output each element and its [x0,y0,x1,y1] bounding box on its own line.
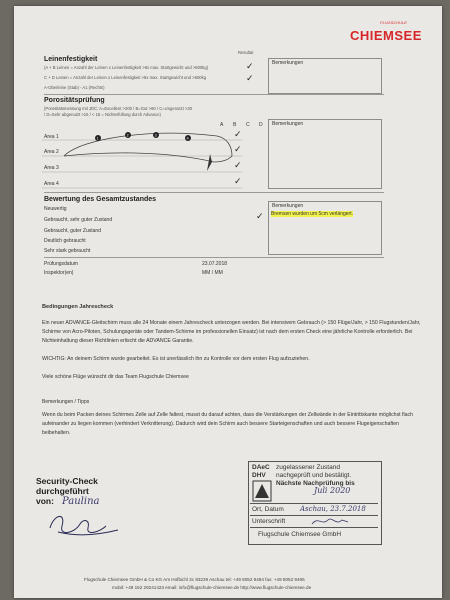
option: Deutlich gebraucht [44,238,86,244]
security-line2: durchgeführt [36,486,89,496]
check-mark: ✓ [234,144,242,154]
remarks-label: Bemerkungen [272,60,304,66]
stamp-line3: Nächste Nachprüfung bis [276,480,355,487]
overall-title: Bewertung des Gesamtzustandes [44,196,157,203]
overall-remarks-text: Bremsen wurden um 5cm verlängert. [271,211,353,217]
stamp-signature [310,514,350,528]
document-sheet [14,6,442,598]
col-c: C [246,122,250,128]
security-line3: von: [36,496,54,506]
option: Gebraucht, guter Zustand [44,228,101,234]
conditions-title: Bedingungen Jahrescheck [42,304,114,310]
porosity-remarks-label: Bemerkungen [272,121,304,127]
marker-label: 3 [154,133,157,138]
inspector-label: Inspektor(en) [44,270,74,276]
check-mark: ✓ [256,211,264,221]
logo: CHIEMSEE [350,28,422,43]
line-strength-line1: (A + B Leinen = Anzahl der Leinen x Leinenfestigkeit >8x max. Startgewicht und >600kg) [44,65,209,70]
option: Gebraucht, sehr guter Zustand [44,217,113,223]
col-a: A [220,122,224,128]
check-mark: ✓ [234,176,242,186]
divider [44,94,384,95]
overall-remarks-label: Bemerkungen [272,203,304,209]
divider [44,192,384,193]
stamp-sign-label: Unterschrift [252,518,286,525]
overall-remarks-box [268,201,382,255]
wing-diagram [42,126,242,192]
col-b: B [233,122,237,128]
conditions-wishes: Viele schöne Flüge wünscht dir das Team Flugschule Chiemsee [42,374,189,380]
stamp-line2: nachgeprüft und bestätigt. [276,472,352,479]
footer-line1: Flugschule Chiemsee GmbH & Co KG Am Hofbichl 3c 83229 Aschau tel: +49 8052 9494 fax: +49 8052 9495 [84,577,305,582]
stamp-company: Flugschule Chiemsee GmbH [258,531,342,538]
stamp-divider [250,527,378,528]
result-label: Resultat [238,50,254,55]
stamp-divider [250,503,378,504]
area-label: Area 1 [44,134,59,140]
date-label: Prüfungsdatum [44,261,78,267]
stamp-org1: DAeC [252,464,270,471]
area-label: Area 2 [44,149,59,155]
security-line1: Security-Check [36,476,98,486]
date-value: 23.07.2018 [202,261,228,267]
porosity-remarks-box [268,119,382,189]
stamp-place-value: Aschau, 23.7.2018 [300,505,366,513]
stamp-place-label: Ort, Datum [252,506,284,513]
line-strength-line2: C + D Leinen = Anzahl der Leinen x Leinenfestigkeit >8x max. Startgewicht und >600kg [44,75,207,80]
marker-label: 1 [96,136,99,141]
porosity-desc2: / D=Sehr abgenutzt >15 / < 15 = Nichterfüllung durch Advance) [44,112,161,117]
stamp-line1: zugelassener Zustand [276,464,340,471]
logo-subtitle: FLUGSCHULE [380,20,407,25]
check-mark: ✓ [246,73,254,83]
signature-scribble [44,506,124,541]
line-strength-line3: A-Oberleine (Stab) - A1 (Rechts) [44,85,105,90]
inspector-value: MM / MM [202,270,223,276]
conditions-paragraph: Ein neuer ADVANCE-Gleitschirm muss alle 24 Monate einem Jahrescheck unterzogen werden. Bei intensivem Gebrauch (> 150 Flüge/Jahr, > 150 Flugstunden/Jahr, Schirme von Acro-Piloten, Schulungsgeräte oder Tandem-Schirme im professionellen Einsatz) ist nach dem ersten Check eine jährliche Kontrolle erforderlich. Bei Nichteinhaltung dieser Richtlinien erlischt die ADVANCE Garantie. [42,320,421,344]
stamp-seal-icon [252,480,272,502]
tips-title: Bemerkungen / Tipps [42,399,90,405]
marker-label: 4 [186,136,189,141]
tips-paragraph: Wenn du beim Packen deines Schirmes Zelle auf Zelle faltest, musst du darauf achten, dass die Verstärkungen der Zellwände in der Eintrittskante möglichst flach aufeinander zu liegen kommen (verhindert Verknitterung). Dadurch wird dein Schirm auch bessere Starteigenschaften und auch bessere Flugeigenschaften beibehalten. [42,412,414,436]
area-label: Area 4 [44,181,59,187]
check-mark: ✓ [246,61,254,71]
stamp-next-date: Juli 2020 [314,486,351,495]
footer-line2: mobil: +49 152 29241423 email: info@flugschule-chiemsee.de http://www.flugschule-chiemsee.de [112,585,312,590]
marker-label: 2 [126,133,129,138]
area-label: Area 3 [44,165,59,171]
signature-name: Paulina [62,496,100,507]
line-strength-title: Leinenfestigkeit [44,56,98,63]
porosity-desc1: (Porositätsmessung mit JDC: A=Excellent >200 / B=Gut >60 / C=Ungenutzt >30 [44,106,193,111]
col-d: D [259,122,263,128]
option: Sehr stark gebraucht [44,248,91,254]
stamp-org2: DHV [252,472,266,479]
porosity-title: Porositätsprüfung [44,97,105,104]
divider [44,257,384,258]
check-mark: ✓ [234,129,242,139]
check-mark: ✓ [234,160,242,170]
conditions-important: WICHTIG: An deinem Schirm wurde gearbeitet. Es ist unerlässlich ihn zu Kontrolle vor dem ersten Flug aufzuziehen. [42,356,310,362]
option: Neuwertig [44,206,67,212]
